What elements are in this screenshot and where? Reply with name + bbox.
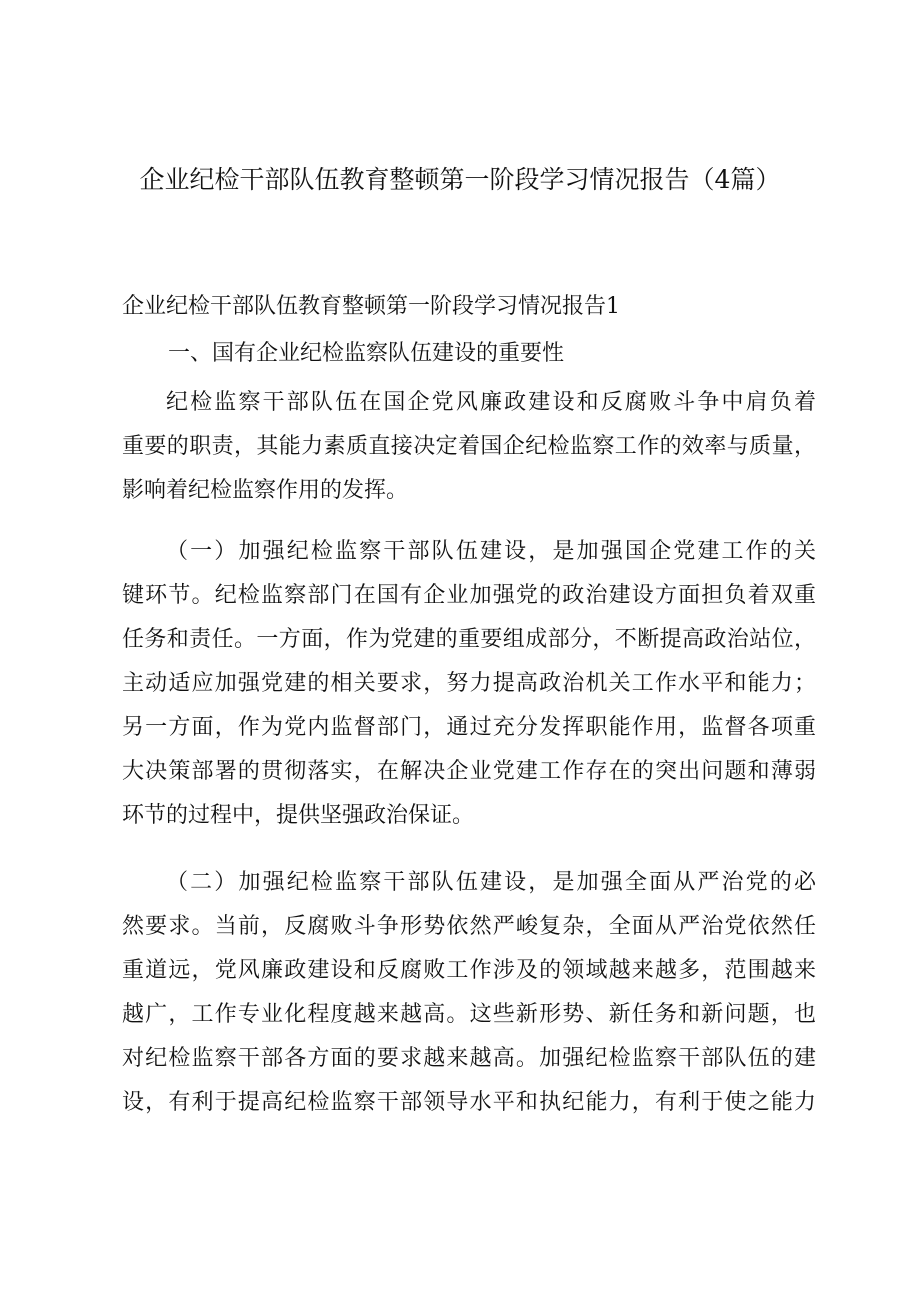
paragraph-2 bbox=[122, 530, 816, 838]
paragraph-line: 主动适应加强党建的相关要求，努力提高政治机关工作水平和能力； bbox=[122, 671, 816, 696]
paragraph-line: 影响着纪检监察作用的发挥。 bbox=[122, 478, 409, 503]
paragraph-line: 大决策部署的贯彻落实，在解决企业党建工作存在的突出问题和薄弱 bbox=[122, 759, 816, 784]
section-title: 企业纪检干部队伍教育整顿第一阶段学习情况报告1 bbox=[122, 294, 620, 319]
paragraph-line: 环节的过程中，提供坚强政治保证。 bbox=[122, 803, 475, 828]
paragraph-line: 对纪检监察干部各方面的要求越来越高。加强纪检监察干部队伍的建 bbox=[122, 1046, 816, 1071]
paragraph-line: 越广，工作专业化程度越来越高。这些新形势、新任务和新问题，也 bbox=[122, 1002, 816, 1027]
paragraph-1 bbox=[122, 381, 816, 513]
heading-level-1: 一、国有企业纪检监察队伍建设的重要性 bbox=[168, 341, 565, 366]
paragraph-line: 纪检监察干部队伍在国企党风廉政建设和反腐败斗争中肩负着 bbox=[166, 390, 816, 415]
paragraph-line: （二）加强纪检监察干部队伍建设，是加强全面从严治党的必 bbox=[166, 870, 816, 895]
paragraph-line: 重道远，党风廉政建设和反腐败工作涉及的领域越来越多，范围越来 bbox=[122, 958, 816, 983]
paragraph-line: 任务和责任。一方面，作为党建的重要组成部分，不断提高政治站位， bbox=[122, 627, 816, 652]
paragraph-3 bbox=[122, 861, 816, 1125]
paragraph-line: 设，有利于提高纪检监察干部领导水平和执纪能力，有利于使之能力 bbox=[122, 1090, 816, 1115]
paragraph-line: （一）加强纪检监察干部队伍建设，是加强国企党建工作的关 bbox=[166, 539, 816, 564]
paragraph-line: 键环节。纪检监察部门在国有企业加强党的政治建设方面担负着双重 bbox=[122, 583, 816, 608]
paragraph-line: 另一方面，作为党内监督部门，通过充分发挥职能作用，监督各项重 bbox=[122, 715, 816, 740]
document-title: 企业纪检干部队伍教育整顿第一阶段学习情况报告（4篇） bbox=[139, 165, 781, 194]
paragraph-line: 然要求。当前，反腐败斗争形势依然严峻复杂，全面从严治党依然任 bbox=[122, 914, 816, 939]
paragraph-line: 重要的职责，其能力素质直接决定着国企纪检监察工作的效率与质量， bbox=[122, 434, 816, 459]
